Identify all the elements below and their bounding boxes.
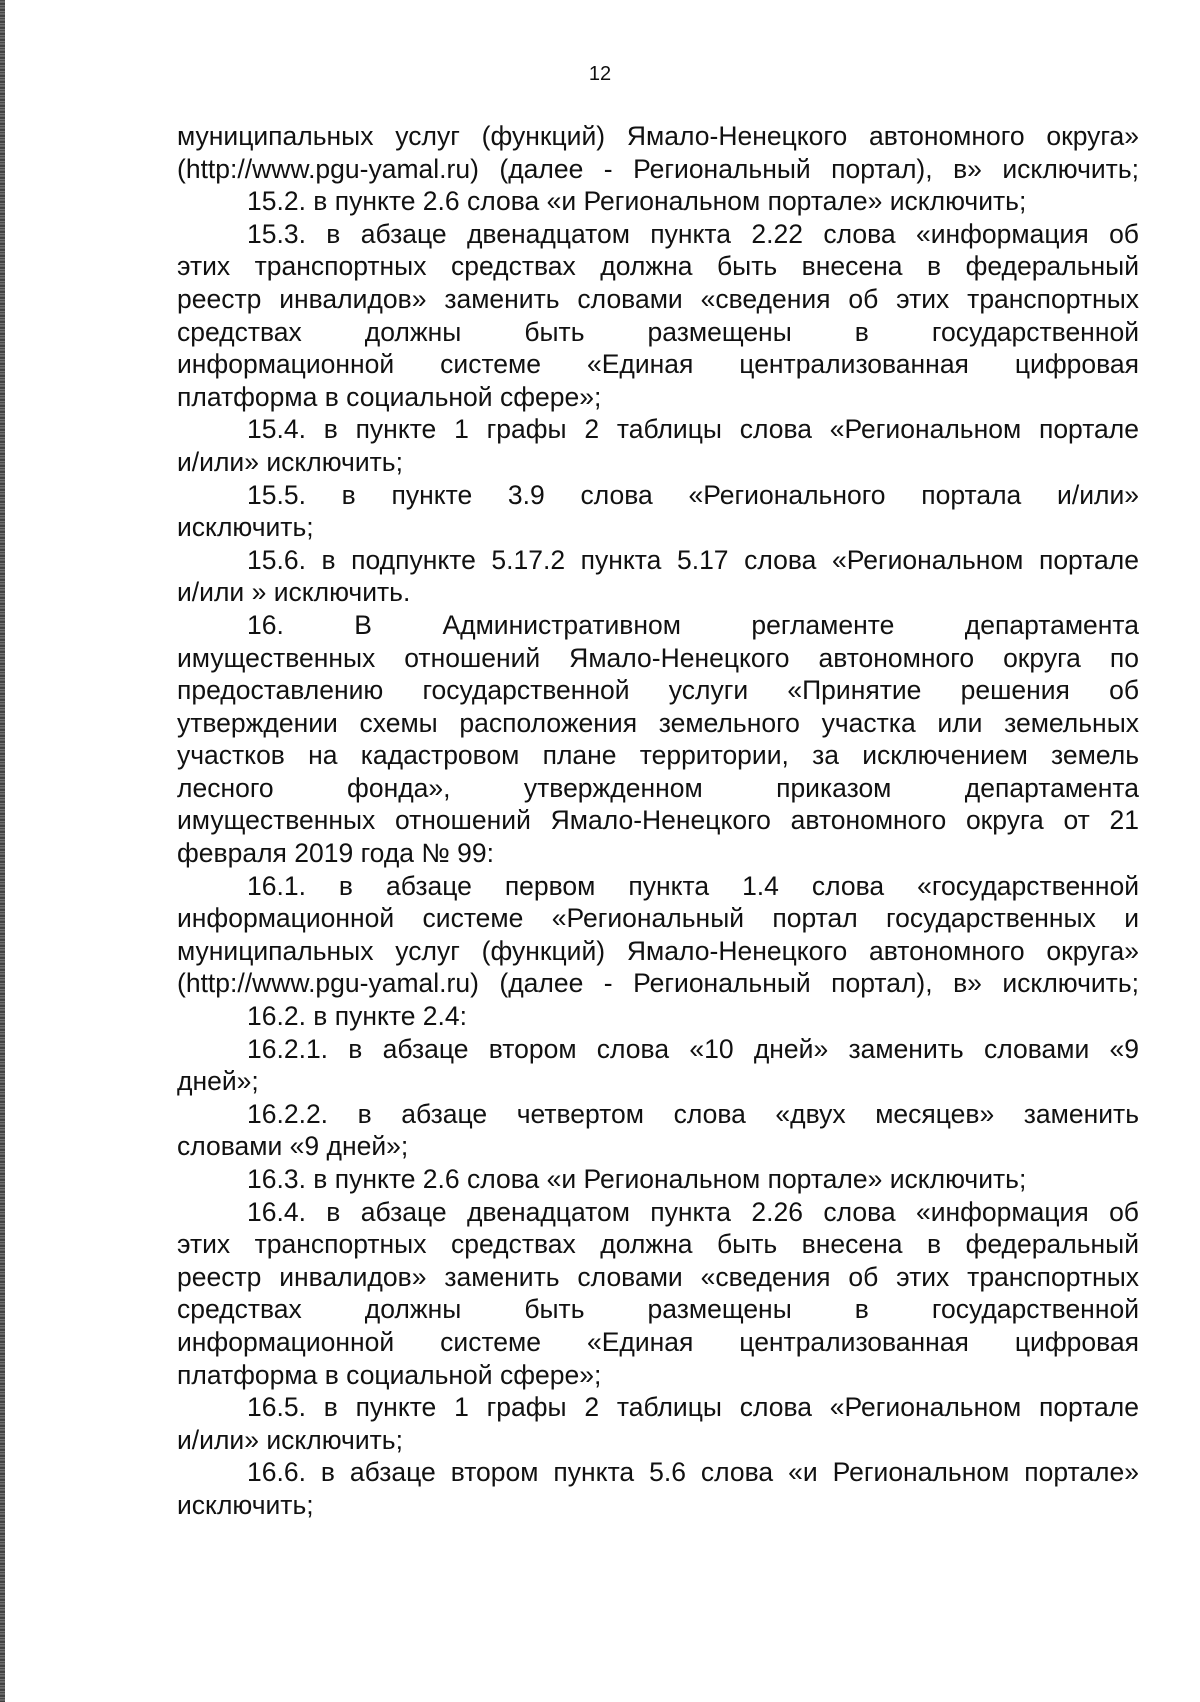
text-line: 15.4. в пункте 1 графы 2 таблицы слова «Региональном портале <box>247 414 1139 445</box>
text-line: средствах должны быть размещены в государственной <box>177 316 1139 347</box>
text-line: лесного фонда», утвержденном приказом департамента <box>177 772 1139 803</box>
document-body <box>177 120 1139 1522</box>
text-line: 16.2. в пункте 2.4: <box>247 1001 468 1032</box>
text-line: этих транспортных средствах должна быть внесена в федеральный <box>177 1229 1139 1260</box>
scan-edge <box>0 0 5 1702</box>
text-line: информационной системе «Региональный портал государственных и <box>177 903 1139 934</box>
text-line: муниципальных услуг (функций) Ямало-Ненецкого автономного округа» <box>177 935 1139 966</box>
text-line: муниципальных услуг (функций) Ямало-Ненецкого автономного округа» <box>177 121 1139 151</box>
text-line: исключить; <box>177 512 314 543</box>
text-line: и/или » исключить. <box>177 577 411 608</box>
text-line: 16.2.1. в абзаце втором слова «10 дней» заменить словами «9 <box>247 1033 1139 1064</box>
text-line: исключить; <box>177 1489 314 1520</box>
text-line: реестр инвалидов» заменить словами «сведения об этих транспортных <box>177 283 1139 314</box>
text-line: 16.3. в пункте 2.6 слова «и Региональном портале» исключить; <box>247 1164 1027 1194</box>
text-line: этих транспортных средствах должна быть внесена в федеральный <box>177 251 1139 282</box>
text-line: (http://www.pgu-yamal.ru) (далее - Региональный портал), в» исключить; <box>177 968 1139 999</box>
text-line: (http://www.pgu-yamal.ru) (далее - Региональный портал), в» исключить; <box>177 153 1139 184</box>
text-line: 15.3. в абзаце двенадцатом пункта 2.22 слова «информация об <box>247 218 1139 249</box>
text-line: 16.5. в пункте 1 графы 2 таблицы слова «Региональном портале <box>247 1392 1139 1423</box>
text-line: платформа в социальной сфере»; <box>177 381 602 412</box>
text-line: 15.2. в пункте 2.6 слова «и Региональном портале» исключить; <box>247 186 1027 217</box>
text-line: утверждении схемы расположения земельного участка или земельных <box>177 707 1139 738</box>
text-line: 15.6. в подпункте 5.17.2 пункта 5.17 слова «Региональном портале <box>247 544 1139 575</box>
text-line: реестр инвалидов» заменить словами «сведения об этих транспортных <box>177 1261 1139 1292</box>
text-line: 15.5. в пункте 3.9 слова «Регионального портала и/или» <box>247 479 1139 510</box>
text-line: февраля 2019 года № 99: <box>177 838 495 869</box>
text-line: и/или» исключить; <box>177 446 403 477</box>
text-line: информационной системе «Единая централизованная цифровая <box>177 349 1139 380</box>
page-number: 12 <box>588 63 612 85</box>
text-line: средствах должны быть размещены в государственной <box>177 1294 1139 1325</box>
text-line: дней»; <box>177 1066 259 1097</box>
text-line: 16.2.2. в абзаце четвертом слова «двух месяцев» заменить <box>247 1098 1139 1129</box>
text-line: 16.6. в абзаце втором пункта 5.6 слова «и Региональном портале» <box>247 1457 1139 1488</box>
text-line: имущественных отношений Ямало-Ненецкого автономного округа от 21 <box>177 805 1139 836</box>
text-line: 16.1. в абзаце первом пункта 1.4 слова «государственной <box>247 870 1139 901</box>
text-line: 16.4. в абзаце двенадцатом пункта 2.26 слова «информация об <box>247 1196 1139 1227</box>
text-line: словами «9 дней»; <box>177 1131 409 1162</box>
text-line: платформа в социальной сфере»; <box>177 1359 602 1390</box>
text-line: предоставлению государственной услуги «Принятие решения об <box>177 675 1139 706</box>
text-line: 16. В Административном регламенте департамента <box>247 609 1139 640</box>
text-line: участков на кадастровом плане территории, за исключением земель <box>177 740 1139 771</box>
text-line: информационной системе «Единая централизованная цифровая <box>177 1326 1139 1357</box>
text-line: и/или» исключить; <box>177 1424 403 1455</box>
text-line: имущественных отношений Ямало-Ненецкого автономного округа по <box>177 642 1139 673</box>
